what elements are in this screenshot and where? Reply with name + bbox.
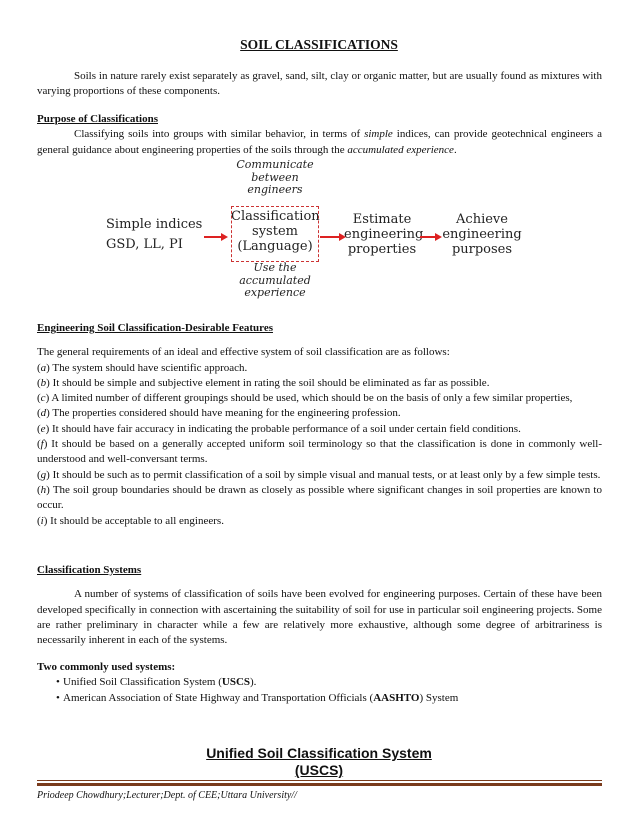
feature-item: (a) The system should have scientific approach. xyxy=(37,361,248,374)
communicate-note: Communicate between engineers xyxy=(236,158,314,196)
arrow-right-icon xyxy=(204,236,222,238)
feature-item: (b) It should be simple and subjective element in rating the soil should be eliminated as far as possible. xyxy=(37,376,490,389)
feature-item: (e) It should have fair accuracy in indicating the probable performance of a soil under certain field conditions. xyxy=(37,422,521,435)
features-heading: Engineering Soil Classification-Desirable Features xyxy=(37,322,273,334)
list-item-uscs: • Unified Soil Classification System (USCS). xyxy=(37,675,602,690)
page-title: SOIL CLASSIFICATIONS xyxy=(240,37,398,52)
feature-item: (c) A limited number of different groupings should be used, which should be on the basis of only a few similar properties, xyxy=(37,392,573,405)
footer-divider-thick xyxy=(37,783,602,786)
two-systems-section xyxy=(37,660,602,706)
features-list xyxy=(37,361,602,529)
classification-system-label: Classification system (Language) xyxy=(231,209,320,254)
uscs-title: Unified Soil Classification System (USCS) xyxy=(206,745,432,778)
experience-note: Use the accumulated experience xyxy=(239,261,311,299)
systems-bullet-list xyxy=(37,675,602,706)
achieve-purposes-label: Achieve engineering purposes xyxy=(442,212,522,257)
arrow-right-icon xyxy=(320,236,340,238)
systems-paragraph: A number of systems of classification of soils have been evolved for engineering purposes. Certain of these have been developed specifically in connection with ascertaining the suitability of soil for use in particular soil engineering projects. Some are rather preliminary in character while a few are relatively more exhaustive, although some degree of arbitrariness is necessarily inherent in each of the systems. xyxy=(37,588,602,647)
arrow-right-icon xyxy=(420,236,436,238)
systems-heading: Classification Systems xyxy=(37,564,142,576)
feature-item: (d) The properties considered should have meaning for the engineering profession. xyxy=(37,407,401,420)
systems-section xyxy=(37,563,602,648)
feature-item: (h) The soil group boundaries should be drawn as closely as possible where significant changes in soil properties are known to occur. xyxy=(37,483,602,512)
feature-item: (g) It should be such as to permit classification of a soil by simple visual and manual tests, or at least only by a few simple tests. xyxy=(37,468,601,481)
estimate-properties-label: Estimate engineering properties xyxy=(344,212,424,257)
feature-item: (f) It should be based on a generally accepted uniform soil terminology so that the classification is done in commonly well-understood and well-conversant terms. xyxy=(37,438,602,466)
list-item-aashto: • American Association of State Highway and Transportation Officials (AASHTO) System xyxy=(37,691,602,706)
two-systems-heading: Two commonly used systems: xyxy=(37,661,176,673)
footer-divider xyxy=(37,780,602,781)
purpose-section xyxy=(37,112,602,158)
features-section xyxy=(37,321,602,529)
feature-item: (i) It should be acceptable to all engineers. xyxy=(37,514,224,527)
purpose-heading: Purpose of Classifications xyxy=(37,113,158,125)
footer-text: Priodeep Chowdhury;Lecturer;Dept. of CEE;Uttara University// xyxy=(37,790,297,801)
simple-indices-label: Simple indices GSD, LL, PI xyxy=(106,217,203,252)
purpose-paragraph: Classifying soils into groups with similar behavior, in terms of simple indices, can provide geotechnical engineers a general guidance about engineering properties of the soils through the accumulated experience. xyxy=(37,128,602,156)
features-lead: The general requirements of an ideal and effective system of soil classification are as follows: xyxy=(37,346,450,359)
classification-diagram xyxy=(100,157,530,307)
intro-paragraph: Soils in nature rarely exist separately as gravel, sand, silt, clay or organic matter, but are usually found as mixtures with varying proportions of these components. xyxy=(37,70,602,98)
